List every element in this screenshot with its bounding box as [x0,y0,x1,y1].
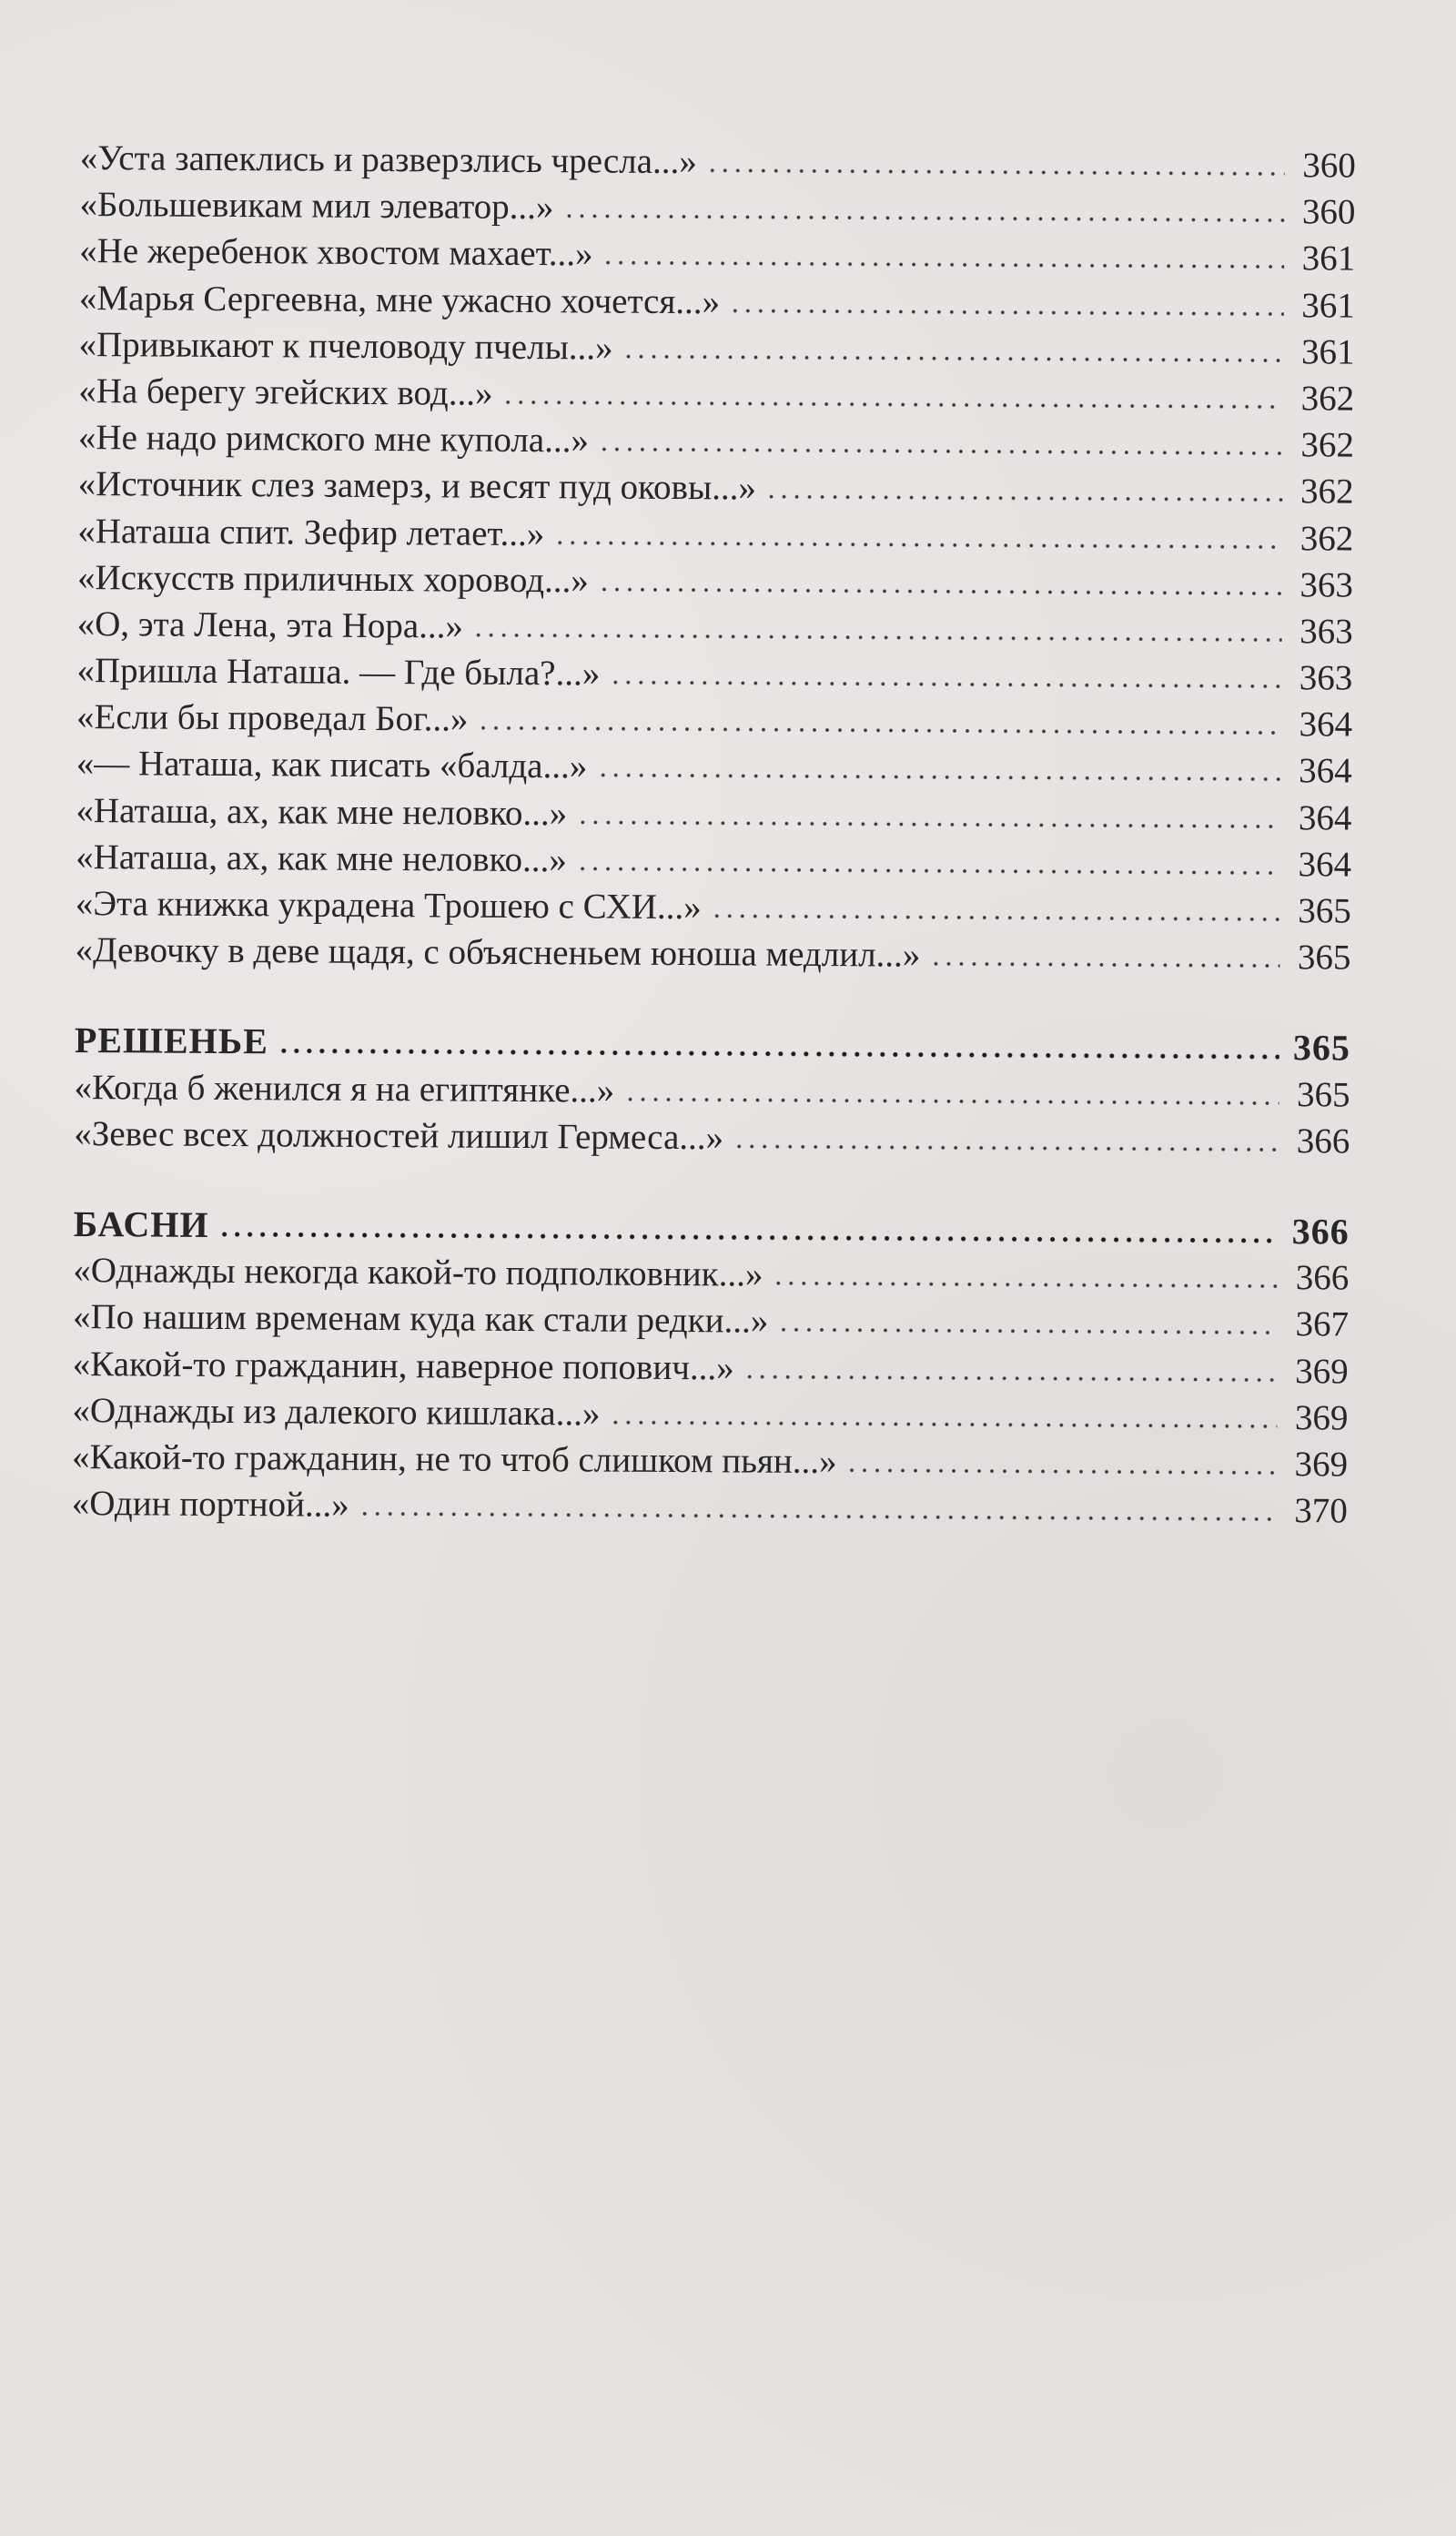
toc-entry-title: «Пришла Наташа. — Где была?...» [76,651,601,694]
dot-leader [845,1467,1277,1476]
dot-leader [706,167,1285,177]
toc-entry [73,1340,1349,1395]
toc-entry [76,834,1351,888]
toc-entry-title: «Когда б женился я на египтянке...» [74,1067,615,1111]
toc-heading-title: БАСНИ [73,1202,209,1245]
toc-entry [76,880,1351,935]
dot-leader [772,1281,1278,1289]
dot-leader [777,1327,1278,1335]
toc-entry-title: «Однажды из далекого кишлака...» [72,1390,601,1434]
toc-entry [73,1247,1349,1302]
toc-entry [76,647,1352,702]
toc-entry [76,740,1352,795]
toc-entry [77,461,1353,515]
toc-entry-page: 362 [1299,472,1354,512]
toc-entry-page: 363 [1299,612,1353,652]
toc-entry-page: 362 [1300,379,1355,419]
toc-entry-title: «Привыкают к пчеловоду пчелы...» [78,324,613,368]
toc-entry-page: 362 [1299,518,1354,559]
toc-entry-page: 363 [1299,658,1353,698]
toc-entry-page: 369 [1295,1351,1349,1392]
toc-heading-page: 365 [1292,1027,1351,1069]
toc-entry-title: «Не надо римского мне купола...» [77,418,590,461]
toc-entry-page: 363 [1299,564,1354,605]
toc-entry-title: «Не жеребенок хвостом махает...» [79,231,593,274]
dot-leader [472,633,1282,643]
toc-entry [79,181,1355,236]
dot-leader [598,586,1282,596]
toc-entry [74,1064,1350,1119]
toc-section-basni [72,1201,1350,1535]
toc-entry-page: 366 [1295,1258,1350,1298]
dot-leader [502,400,1284,410]
toc-entry [78,321,1354,376]
toc-entry-page: 361 [1301,238,1356,279]
toc-entry-page: 367 [1295,1304,1350,1344]
toc-section-heading [75,1017,1350,1071]
dot-leader [711,913,1280,922]
toc-entry-title: «Зевес всех должностей лишил Гермеса...» [74,1113,724,1158]
toc-entry-title: «Наташа, ах, как мне неловко...» [76,790,568,833]
toc-entry-title: «О, эта Лена, эта Нора...» [76,604,464,646]
toc-entry-page: 361 [1301,285,1356,326]
toc-entry [79,228,1355,282]
toc-entry [79,275,1355,330]
dot-leader [576,866,1280,876]
toc-entry [72,1480,1348,1535]
dot-leader [576,819,1280,829]
dot-leader [623,1096,1279,1105]
toc-entry [77,507,1353,562]
dot-leader [622,353,1284,362]
dot-leader [477,725,1281,735]
toc-entry-page: 365 [1298,891,1351,931]
toc-heading-page: 366 [1291,1211,1350,1253]
toc-entry [74,1111,1350,1165]
toc-entry [78,414,1354,469]
toc-entry [73,1293,1349,1348]
toc-entry-page: 369 [1294,1397,1349,1438]
dot-leader [602,260,1284,270]
toc-entry-page: 370 [1294,1491,1348,1531]
toc-entry [72,1387,1348,1442]
toc-entry [75,927,1350,981]
toc-entry-title: «— Наташа, как писать «балда...» [76,744,588,786]
toc-entry-title: «На берегу эгейских вод...» [78,370,493,413]
toc-entry-page: 360 [1301,192,1356,232]
dot-leader [609,1419,1277,1428]
toc-section-continued [75,135,1356,981]
dot-leader [729,308,1284,317]
toc-entry-page: 362 [1300,425,1355,465]
toc-entry-title: «Какой-то гражданин, не то чтоб слишком пьян...» [71,1436,837,1481]
toc-entry-page: 364 [1298,845,1352,885]
toc-entry-title: «Какой-то гражданин, наверное попович...» [72,1344,734,1387]
toc-section-reshenye [74,1017,1350,1164]
dot-leader [562,213,1284,223]
table-of-contents [72,135,1356,1535]
toc-section-heading [74,1201,1350,1255]
toc-entry-title: «Девочку в деве щадя, с объясненьем юноша медлил...» [75,930,921,975]
toc-entry-page: 360 [1302,146,1356,186]
dot-leader [733,1143,1279,1152]
toc-entry-page: 369 [1294,1445,1349,1485]
toc-entry-page: 365 [1297,938,1351,978]
toc-entry [72,1434,1348,1488]
dot-leader [609,680,1281,690]
toc-entry-page: 364 [1299,705,1353,745]
toc-entry [76,787,1351,842]
toc-entry-title: «Большевикам мил элеватор...» [79,185,554,228]
toc-entry-title: «Эта книжка украдена Трошею с СХИ...» [75,883,702,928]
toc-entry [77,601,1353,655]
toc-entry-page: 366 [1296,1121,1350,1161]
dot-leader [278,1049,1279,1060]
toc-entry [76,694,1352,748]
dot-leader [929,961,1279,969]
toc-entry-title: «Наташа спит. Зефир летает...» [77,511,545,553]
toc-entry-title: «По нашим временам куда как стали редки...» [72,1297,769,1341]
toc-entry [78,368,1354,422]
toc-entry-title: «Один портной...» [71,1484,349,1525]
toc-entry-title: «Если бы проведал Бог...» [76,697,469,739]
dot-leader [359,1511,1277,1522]
dot-leader [596,773,1280,783]
toc-entry-title: «Искусств приличных хоровод...» [76,557,589,601]
dot-leader [765,494,1283,502]
toc-entry-page: 364 [1299,751,1352,791]
toc-entry-title: «Однажды некогда какой-то подполковник...» [73,1251,763,1294]
toc-entry [80,135,1356,189]
dot-leader [743,1374,1278,1383]
toc-entry-page: 361 [1300,331,1355,372]
toc-entry-page: 364 [1298,797,1352,838]
dot-leader [218,1232,1279,1243]
toc-entry-title: «Уста запеклись и разверзлись чресла...» [79,137,697,182]
toc-entry-title: «Источник слез замерз, и весят пуд оковы...» [77,464,757,508]
toc-entry-page: 365 [1296,1074,1350,1115]
toc-entry [77,554,1353,609]
toc-entry-title: «Наташа, ах, как мне неловко...» [76,837,567,880]
toc-entry-title: «Марья Сергеевна, мне ужасно хочется...» [78,278,721,321]
dot-leader [598,447,1283,457]
dot-leader [553,540,1282,550]
toc-heading-title: РЕШЕНЬЕ [74,1019,269,1062]
